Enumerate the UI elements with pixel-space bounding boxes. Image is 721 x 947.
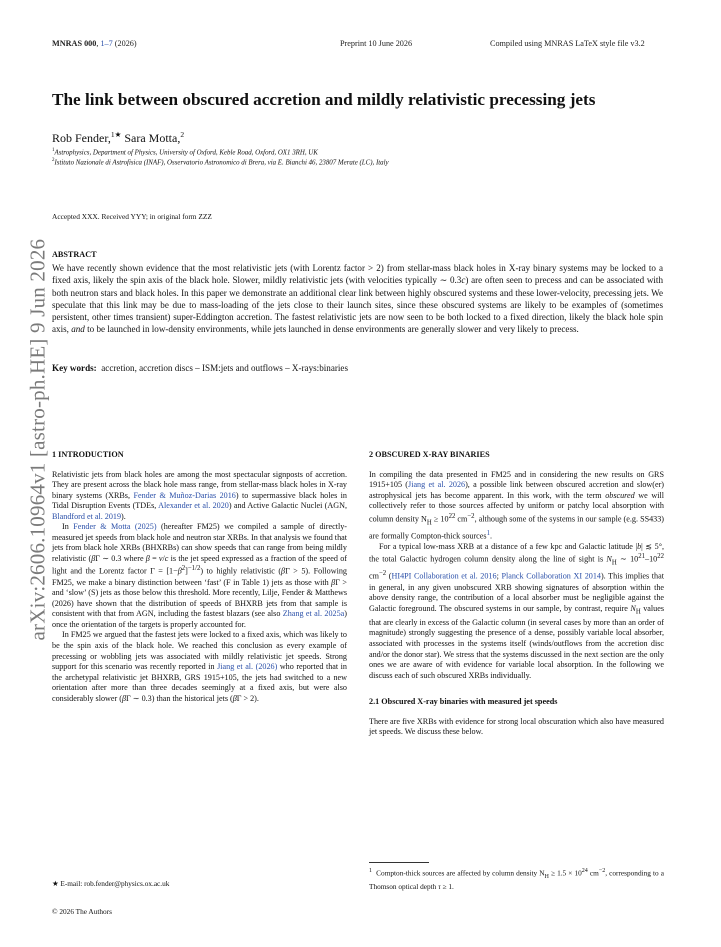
- keywords: Key words: accretion, accretion discs – ISM:jets and outflows – X-rays:binaries: [52, 363, 348, 373]
- citation-link[interactable]: Alexander et al. 2020: [158, 501, 229, 511]
- running-header-preprint: Preprint 10 June 2026: [340, 39, 413, 48]
- abstract-heading: ABSTRACT: [52, 250, 97, 259]
- section2-paragraph-2: For a typical low-mass XRB at a distance of a few kpc and Galactic latitude |b| ≲ 5°, the total Galactic hydrogen column density along the line of sight is $N_H$ ∼ $10^{21}-10^{22}$ $cm^{-2}$ (HI4PI Collaboration et al. 2016; Planck Collaboration XI 2014). This implies that in general, in any given unobscured XRB showing signatures of absorption within the above density range, the contribution of a local absorber must be negligible against the Galactic foreground. The obscured systems in our sample, by contrast, require $N_H$ values that are clearly in excess of the Galactic column (in several cases by more than an order of magnitude) strongly suggesting the presence of a dense, possibly variable local absorber, associated with processes in the systems itself (winds/outflows from the accretion disc and/or the donor star). We stress that the systems discussed in the next section are the only ones we are aware of with evidence for variable local absorption. In the following we discuss each of such obscured XRBs individually.: [369, 541, 664, 680]
- abstract-body: We have recently shown evidence that the most relativistic jets (with Lorentz factor > 2) from stellar-mass black holes in X-ray binary systems may be locked to a fixed axis, likely the spin axis of the black hole. Slower, mildly relativistic jets (with velocities typically ∼ 0.3c) are often seen to precess and can be associated with both neutron stars and black holes. In this paper we demonstrate an additional clear link between highly obscured systems and these lower-velocity, precessing jets. We speculate that this link may be due to mass-loading of the jets close to their launch sites, since these obscured systems are likely to be examples of (sometimes persistent, other times transient) super-Eddington accretion. The fastest relativistic jets are now seen to be both locked to a fixed direction, likely the black hole spin axis, and to be launched in low-density environments, while jets launched in dense environments are generally slower and very likely to precess.: [52, 263, 663, 335]
- citation-link[interactable]: Jiang et al. (2026): [217, 662, 278, 672]
- citation-link[interactable]: Blandford et al. 2019: [52, 511, 122, 521]
- copyright: © 2026 The Authors: [52, 907, 112, 916]
- right-column: [369, 450, 664, 738]
- affiliation-1: $^1$Astrophysics, Department of Physics, University of Oxford, Keble Road, Oxford, OX1 3RH, UK: [52, 148, 318, 157]
- section-heading-obscured-xrbs: 2 OBSCURED X-RAY BINARIES: [369, 450, 490, 459]
- accepted-line: Accepted XXX. Received YYY; in original form ZZZ: [52, 212, 212, 221]
- subsection-paragraph-1: There are five XRBs with evidence for strong local obscuration which also have measured jet speeds. We discuss these below.: [369, 716, 664, 737]
- pages-link[interactable]: 1–7: [100, 39, 113, 48]
- citation-link[interactable]: Fender & Muñoz-Darias 2016: [133, 490, 236, 500]
- citation-link[interactable]: HI4PI Collaboration et al. 2016: [391, 572, 497, 582]
- citation-link[interactable]: Jiang et al. 2026: [408, 480, 466, 490]
- running-header-journal: MNRAS 000, 1–7 (2026): [52, 39, 137, 48]
- section2-paragraph-1: In compiling the data presented in FM25 and in considering the new results on GRS 1915+105 (Jiang et al. 2026), a possible link between obscured accretion and slow(er) astrophysical jets has become apparent. In this work, with the term obscured we will collectively refer to those sources affected by uniform or patchy local absorption with column density $N_H \ge 10^{22}$ $cm^{-2}$, although some of the systems in our sample (e.g. SS433) are formally Compton-thick sources$^1$.: [369, 469, 665, 541]
- intro-paragraph-3: In FM25 we argued that the fastest jets were locked to a fixed axis, which was likely to be the spin axis of the black hole. We reached this conclusion as every example of precessing or wobbling jets was associated with mildly relativistic jet speeds. Strong support for this scenario was recently reported in Jiang et al. (2026) who reported that in the archetypal relativistic jet BHXRB, GRS 1915+105, the jets had switched to a new orientation after more than three decades seemingly at a fixed axis, but were also considerably slower (βΓ ∼ 0.3) than the historical jets (βΓ > 2).: [52, 630, 347, 703]
- citation-link[interactable]: Zhang et al. 2025a: [282, 609, 345, 619]
- intro-paragraph-1: Relativistic jets from black holes are among the most spectacular signposts of accretion. They are present across the black hole mass range, from stellar-mass black holes in X-ray binary systems (XRBs, Fender & Muñoz-Darias 2016) to supermassive black holes in Tidal Disruption Events (TDEs, Alexander et al. 2020) and Active Galactic Nuclei (AGN, Blandford et al. 2019).: [52, 469, 347, 521]
- citation-link[interactable]: Planck Collaboration XI 2014: [501, 572, 601, 582]
- footnote-marker[interactable]: 1: [486, 529, 490, 537]
- paper-title: The link between obscured accretion and mildly relativistic precessing jets: [52, 90, 596, 109]
- section-heading-introduction: 1 INTRODUCTION: [52, 450, 124, 459]
- email-footnote: ★ E-mail: rob.fender@physics.ox.ac.uk: [52, 879, 170, 888]
- left-column: [52, 450, 347, 704]
- running-header-compiled: Compiled using MNRAS LaTeX style file v3.2: [490, 39, 645, 48]
- intro-paragraph-2: In Fender & Motta (2025) (hereafter FM25) we compiled a sample of directly-measured jet speeds from black hole and neutron star XRBs. In that analysis we found that jets from black hole XRBs (BHXRBs) can show speeds that can range from being mildly relativistic (βΓ ∼ 0.3 where β = v/c is the jet speed expressed as a fraction of the speed of light and the Lorentz factor $\Gamma = [1-\beta^2]^{-1/2}$) to highly relativistic (βΓ > 5). Following FM25, we make a binary distinction between ‘fast’ (F in Table 1) jets as those with βΓ > and ‘slow’ (S) jets as those below this threshold. More recently, Lilje, Fender & Matthews (2026) have shown that the distribution of speeds of BHXRB jets from that sample is consistent with that from AGN, including the fastest blazars (see also Zhang et al. 2025a) once the orientation of the targets is properly accounted for.: [52, 522, 348, 629]
- footnote-1: $^1$ Compton-thick sources are affected by column density $N_H \ge 1.5 \times 10^{24}$ $cm^{-2}$, corresponding to a Thomson optical depth τ ≥ 1.: [369, 868, 664, 891]
- affiliation-2: $^2$Istituto Nazionale di Astrofisica (INAF), Osservatorio Astronomico di Brera, via E. Bianchi 46, 23807 Merate (LC), Italy: [52, 158, 389, 167]
- citation-link[interactable]: Fender & Motta (2025): [73, 522, 157, 532]
- subsection-heading-measured-jet-speeds: 2.1 Obscured X-ray binaries with measured jet speeds: [369, 697, 558, 707]
- arxiv-stamp: arXiv:2606.10964v1 [astro-ph.HE] 9 Jun 2026: [25, 238, 50, 641]
- author-list: Rob Fender,$^{1★}$ Sara Motta,$^2$: [52, 130, 185, 145]
- footnote-rule: [369, 862, 429, 863]
